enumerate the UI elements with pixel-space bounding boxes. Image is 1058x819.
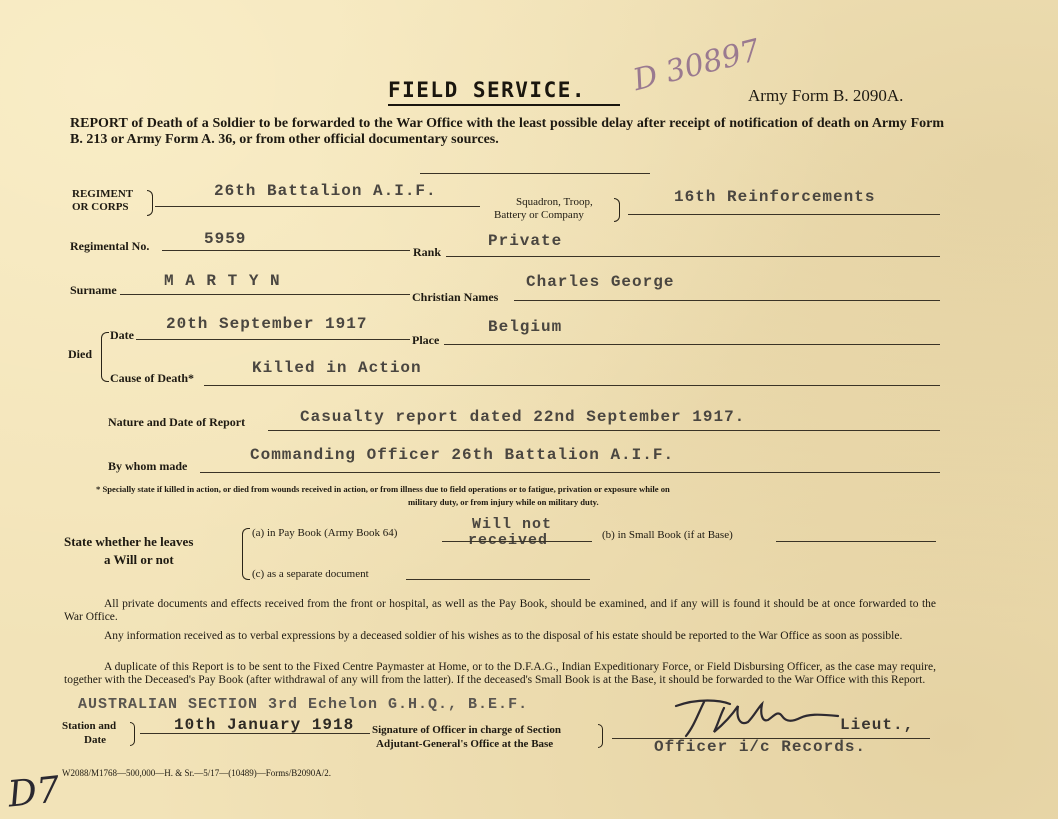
intro-text: REPORT of Death of a Soldier to be forwarded to the War Office with the least possible delay after receipt of notification of death on Army Form B. 213 or Army Form A. 36, or from other official documentary sources. [70,116,944,147]
by-whom-line [200,472,940,473]
surname-line [120,294,410,295]
surname-value: M A R T Y N [164,272,281,290]
station-label-2: Date [84,734,106,746]
cause-value: Killed in Action [252,359,422,377]
squadron-label-2: Battery or Company [494,209,584,221]
handwritten-signature [668,692,848,740]
form-id: Army Form B. 2090A. [748,86,904,105]
squadron-line [628,214,940,215]
place-value: Belgium [488,318,563,336]
place-label: Place [412,333,440,347]
squadron-brace [614,198,620,222]
signature-label-1: Signature of Officer in charge of Section [372,724,562,736]
regimental-no-value: 5959 [204,230,247,248]
regimental-no-label: Regimental No. [70,239,150,253]
squadron-value: 16th Reinforcements [674,188,876,206]
regiment-brace [147,190,153,216]
nature-value: Casualty report dated 22nd September 1917. [300,408,746,426]
margin-note: D7 [5,769,62,816]
date-value: 20th September 1917 [166,315,368,333]
station-date-value: 10th January 1918 [174,716,355,734]
will-label-1: State whether he leaves [64,534,194,549]
signature-title: Officer i/c Records. [654,738,867,756]
stamp-number: D 30897 [629,32,764,99]
station-value: AUSTRALIAN SECTION 3rd Echelon G.H.Q., B.E.F. [78,696,529,713]
station-brace [130,722,135,746]
date-label: Date [110,328,134,342]
will-c-line [406,579,590,580]
regiment-value: 26th Battalion A.I.F. [214,182,437,200]
will-a-label: (a) in Pay Book (Army Book 64) [252,527,398,539]
corps-label: OR CORPS [72,201,129,213]
footnote-line-2: military duty, or from injury while on military duty. [408,497,599,507]
surname-label: Surname [70,283,117,297]
station-date-line [140,733,370,734]
will-brace [242,528,250,580]
station-label-1: Station and [62,720,117,732]
rank-label: Rank [413,245,442,259]
christian-names-label: Christian Names [412,290,499,304]
instruction-1: All private documents and effects received from the front or hospital, as well as the Pay Book, should be examined, and if any will is found it should be at once forwarded to the War Office. [64,598,936,623]
by-whom-label: By whom made [108,459,188,473]
footnote-line-1: * Specially state if killed in action, or died from wounds received in action, or from illness due to field operations or to fatigue, privation or exposure while on [96,484,670,494]
intro-rule [420,173,650,174]
will-a-value-1: Will not [472,516,553,533]
will-a-value-2: received [468,532,549,549]
died-brace [101,332,109,382]
rank-value: Private [488,232,563,250]
christian-names-value: Charles George [526,273,675,291]
signature-label-2: Adjutant-General's Office at the Base [376,738,554,750]
will-b-label: (b) in Small Book (if at Base) [602,529,733,541]
died-label: Died [68,347,92,361]
nature-line [268,430,940,431]
print-code: W2088/M1768—500,000—H. & Sr.—5/17—(10489)—Forms/B2090A/2. [62,768,332,778]
will-a-line [442,541,592,542]
nature-label: Nature and Date of Report [108,415,246,429]
will-label-2: a Will or not [104,552,174,567]
cause-line [204,385,940,386]
will-c-label: (c) as a separate document [252,568,369,580]
christian-names-line [514,300,940,301]
place-line [444,344,940,345]
will-b-line [776,541,936,542]
instruction-2: Any information received as to verbal expressions by a deceased soldier of his wishes as to the disposal of his estate should be reported to the War Office as soon as possible. [104,630,903,642]
regiment-line [155,206,480,207]
instruction-3: A duplicate of this Report is to be sent to the Fixed Centre Paymaster at Home, or to the D.F.A.G., Indian Expeditionary Force, or Field Disbursing Officer, as the case may require, together with the Deceased's Pay Book (after withdrawal of any will from the latter). If the deceased's Small Book is at the Base, it should be forwarded to the War Office with this Report. [64,661,936,686]
title-underline [388,104,620,106]
cause-label: Cause of Death* [110,371,194,385]
by-whom-value: Commanding Officer 26th Battalion A.I.F. [250,446,675,464]
date-line [136,339,410,340]
signature-rank: Lieut., [840,716,915,734]
regiment-label: REGIMENT [72,188,134,200]
rank-line [446,256,940,257]
signature-brace [598,724,603,748]
squadron-label-1: Squadron, Troop, [516,196,593,208]
form-title: FIELD SERVICE. [388,78,587,102]
regimental-no-line [162,250,410,251]
